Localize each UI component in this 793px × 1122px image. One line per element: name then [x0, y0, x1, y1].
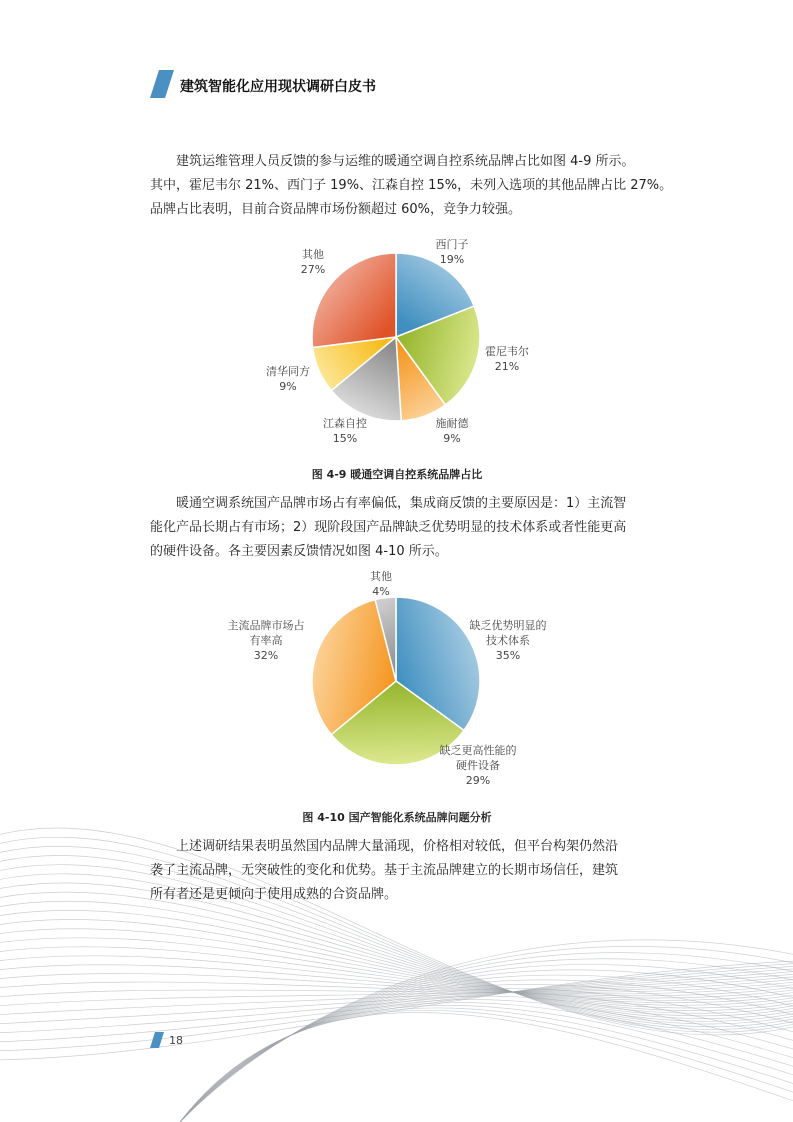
header-slash-icon: [150, 70, 174, 98]
pie-slice-percent: 19%: [439, 253, 465, 266]
wave-line: [0, 920, 793, 1008]
pie-slice-label: 施耐德: [435, 417, 469, 430]
wave-line: [0, 965, 793, 1043]
figure-caption-4-9: 图 4-9 暖通空调自控系统品牌占比: [311, 468, 483, 481]
pie-slice-percent: 32%: [253, 649, 279, 662]
wave-line: [180, 1010, 793, 1122]
pie-slice-percent: 9%: [279, 380, 297, 393]
pie-slice-label: 西门子: [435, 238, 469, 251]
wave-line: [0, 901, 793, 1013]
wave-line: [180, 993, 793, 1122]
text-line: 的硬件设备。各主要因素反馈情况如图 4-10 所示。: [150, 544, 448, 559]
wave-line: [180, 980, 793, 1122]
paragraph-3: [150, 835, 644, 907]
figure-caption-4-10: 图 4-10 国产智能化系统品牌问题分析: [302, 811, 492, 824]
page-number: 18: [169, 1034, 183, 1047]
pie-slice-label: 其他: [302, 248, 324, 261]
wave-line: [180, 953, 793, 1122]
header-title: 建筑智能化应用现状调研白皮书: [180, 79, 376, 95]
text-line: 能化产品长期占有市场；2）现阶段国产品牌缺乏优势明显的技术体系或者性能更高: [150, 520, 627, 535]
wave-line: [180, 996, 793, 1122]
text-line: 其中，霍尼韦尔 21%、西门子 19%、江森自控 15%，未列入选项的其他品牌占比 27%。: [150, 178, 673, 193]
pie-slice-label: 有率高: [249, 634, 283, 647]
text-line: 建筑运维管理人员反馈的参与运维的暖通空调自控系统品牌占比如图 4-9 所示。: [150, 154, 635, 169]
pie-slice-percent: 9%: [443, 432, 461, 445]
footer-slash-icon: [150, 1032, 164, 1048]
pie-slice-label: 江森自控: [323, 417, 367, 430]
pie-slice-percent: 21%: [494, 360, 520, 373]
pie-slice-label: 清华同方: [266, 365, 310, 378]
text-line: 袭了主流品牌，无突破性的变化和优势。基于主流品牌建立的长期市场信任，建筑: [150, 863, 619, 878]
pie-slice-percent: 15%: [332, 432, 358, 445]
paragraph-2: [150, 492, 644, 564]
pie-slice-percent: 35%: [495, 649, 521, 662]
pie-slice-label: 硬件设备: [456, 759, 500, 772]
paragraph-1: [150, 150, 673, 222]
pie-slice-label: 其他: [370, 570, 392, 583]
pie-slice-percent: 29%: [465, 774, 491, 787]
pie-slice-label: 缺乏更高性能的: [439, 744, 517, 757]
pie-slice-label: 主流品牌市场占: [227, 619, 305, 632]
pie-slice-percent: 27%: [300, 263, 326, 276]
text-line: 上述调研结果表明虽然国内品牌大量涌现，价格相对较低，但平台构架仍然沿: [150, 839, 619, 854]
wave-line: [180, 999, 793, 1122]
pie-slice-label: 霍尼韦尔: [485, 345, 529, 358]
text-line: 品牌占比表明，目前合资品牌市场份额超过 60%，竞争力较强。: [150, 202, 522, 217]
pie-slice-label: 技术体系: [486, 634, 530, 647]
text-line: 暖通空调系统国产品牌市场占有率偏低，集成商反馈的主要原因是：1）主流智: [150, 496, 627, 511]
pie-slice-percent: 4%: [372, 585, 390, 598]
pie-chart-brand-share: [150, 230, 644, 455]
pie-chart-domestic-issues: [150, 568, 644, 796]
text-line: 所有者还是更倾向于使用成熟的合资品牌。: [150, 887, 398, 902]
wave-line: [180, 1005, 793, 1122]
pie-slice-label: 缺乏优势明显的: [469, 619, 547, 632]
